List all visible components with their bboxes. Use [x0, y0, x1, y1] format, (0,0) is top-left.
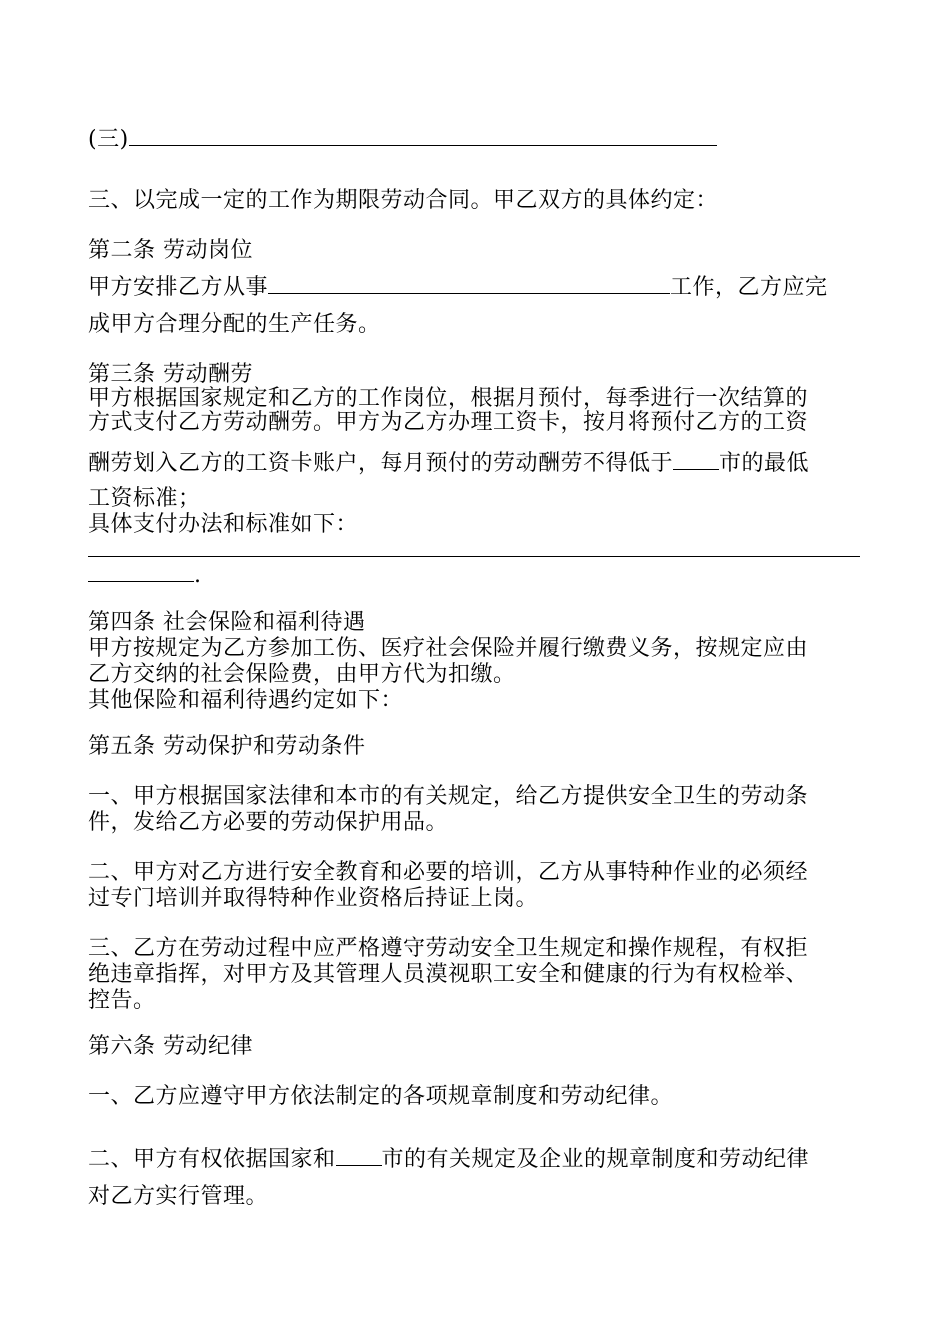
- clause-text-part: 工作，乙方应完: [670, 275, 828, 300]
- clause-text: 二、甲方对乙方进行安全教育和必要的培训，乙方从事特种作业的必须经: [88, 860, 809, 885]
- clause-text: 三、以完成一定的工作为期限劳动合同。甲乙双方的具体约定：: [88, 188, 719, 213]
- clause-text-part: 二、甲方有权依据国家和: [88, 1147, 336, 1172]
- clause-text: 过专门培训并取得特种作业资格后持证上岗。: [88, 886, 539, 911]
- clause-text-part: 酬劳划入乙方的工资卡账户，每月预付的劳动酬劳不得低于: [88, 451, 674, 476]
- clause-text-with-blank: [88, 450, 809, 477]
- clause-text-part: 市的最低: [719, 451, 810, 476]
- clause-text: 三、乙方在劳动过程中应严格遵守劳动安全卫生规定和操作规程，有权拒: [88, 936, 809, 961]
- clause-text: 一、甲方根据国家法律和本市的有关规定，给乙方提供安全卫生的劳动条: [88, 784, 809, 809]
- item-three-line: [88, 126, 717, 153]
- clause-text: 甲方根据国家规定和乙方的工作岗位，根据月预付，每季进行一次结算的: [88, 386, 809, 411]
- clause-text: 乙方交纳的社会保险费，由甲方代为扣缴。: [88, 662, 516, 687]
- article-5-heading: 第五条 劳动保护和劳动条件: [88, 734, 366, 759]
- period-mark: .: [194, 563, 202, 588]
- article-3-heading: 第三条 劳动酬劳: [88, 362, 253, 387]
- clause-text: 控告。: [88, 988, 156, 1013]
- item-three-label: (三): [88, 127, 129, 152]
- blank-line-end: [88, 562, 202, 589]
- job-blank: [268, 274, 670, 294]
- city-blank: [336, 1146, 382, 1166]
- clause-text: 具体支付办法和标准如下：: [88, 512, 359, 537]
- article-4-heading: 第四条 社会保险和福利待遇: [88, 610, 366, 635]
- article-2-heading: 第二条 劳动岗位: [88, 238, 253, 263]
- city-blank: [673, 450, 719, 470]
- clause-text: 方式支付乙方劳动酬劳。甲方为乙方办理工资卡，按月将预付乙方的工资: [88, 410, 809, 435]
- clause-text-with-blank: [88, 1146, 809, 1173]
- blank-line: [88, 556, 860, 557]
- clause-text-part: 甲方安排乙方从事: [88, 275, 269, 300]
- clause-text: 工资标准；: [88, 486, 201, 511]
- clause-text: 其他保险和福利待遇约定如下：: [88, 688, 404, 713]
- clause-text: 一、乙方应遵守甲方依法制定的各项规章制度和劳动纪律。: [88, 1084, 674, 1109]
- article-6-heading: 第六条 劳动纪律: [88, 1034, 253, 1059]
- clause-text: 甲方按规定为乙方参加工伤、医疗社会保险并履行缴费义务，按规定应由: [88, 636, 809, 661]
- blank-field: [88, 562, 194, 582]
- blank-field: [129, 126, 717, 146]
- clause-text: 件，发给乙方必要的劳动保护用品。: [88, 810, 449, 835]
- clause-text: 对乙方实行管理。: [88, 1184, 269, 1209]
- clause-text-with-blank: [88, 274, 828, 301]
- clause-text: 绝违章指挥，对甲方及其管理人员漠视职工安全和健康的行为有权检举、: [88, 962, 809, 987]
- clause-text: 成甲方合理分配的生产任务。: [88, 312, 381, 337]
- clause-text-part: 市的有关规定及企业的规章制度和劳动纪律: [381, 1147, 810, 1172]
